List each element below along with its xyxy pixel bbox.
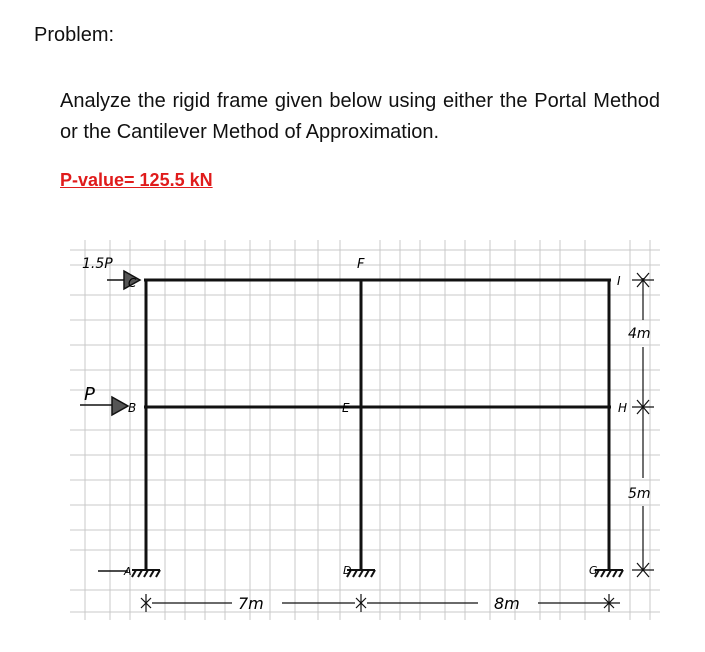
fixed-support-g bbox=[595, 570, 623, 577]
dimension-label-8m: 8m bbox=[494, 594, 520, 613]
problem-label: Problem: bbox=[34, 24, 115, 46]
joint-label-e: E bbox=[342, 401, 350, 415]
p-value: P-value= 125.5 kN bbox=[60, 170, 213, 190]
dimension-label-7m: 7m bbox=[238, 594, 264, 613]
joint-label-a: A bbox=[124, 565, 132, 578]
joint-label-b: B bbox=[128, 401, 137, 415]
dimension-vertical bbox=[632, 273, 654, 577]
dimension-label-4m: 4m bbox=[628, 326, 651, 342]
joint-label-f: F bbox=[357, 257, 365, 272]
joint-label-g: G bbox=[589, 564, 598, 577]
joint-label-d: D bbox=[343, 564, 352, 577]
graph-paper-grid bbox=[70, 240, 660, 620]
problem-statement: Analyze the rigid frame given below using either the Portal Method or the Cantilever Method of Approximation. bbox=[60, 90, 660, 143]
joint-label-h: H bbox=[618, 401, 628, 415]
load-label-top: 1.5P bbox=[82, 256, 113, 272]
joint-label-i: I bbox=[617, 274, 621, 288]
fixed-support-a bbox=[132, 570, 160, 577]
load-label-middle: P bbox=[84, 384, 95, 405]
joint-label-c: C bbox=[128, 276, 137, 290]
dimension-label-5m: 5m bbox=[628, 486, 651, 502]
